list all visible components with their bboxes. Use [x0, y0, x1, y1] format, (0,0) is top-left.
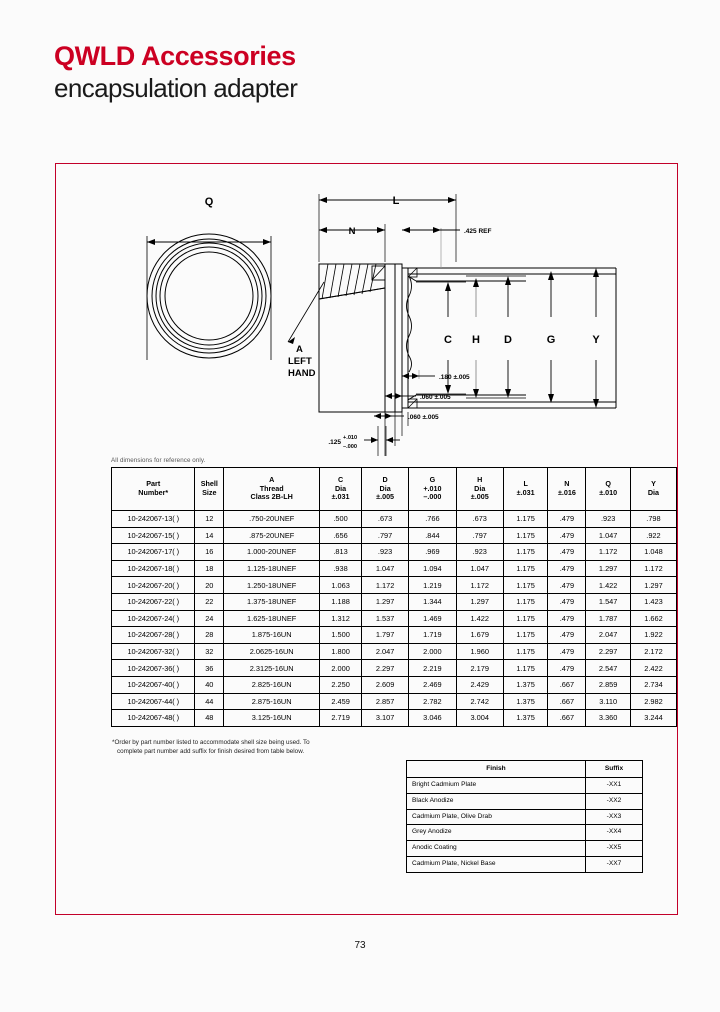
- cell-d-dia: .673: [361, 511, 408, 528]
- table-row: [112, 511, 677, 528]
- cell-g: 1.094: [409, 560, 456, 577]
- cell-c-dia: 1.188: [320, 593, 362, 610]
- table-row: [112, 660, 677, 677]
- cell-h-dia: 1.172: [456, 577, 503, 594]
- finish-row: [407, 825, 643, 841]
- cell-n: .667: [548, 676, 586, 693]
- cell-l: 1.175: [503, 560, 548, 577]
- table-row: [112, 643, 677, 660]
- cell-h-dia: 2.179: [456, 660, 503, 677]
- drawing-svg: [56, 164, 679, 456]
- cell-part-number: 10-242067-20( ): [112, 577, 195, 594]
- cell-d-dia: 2.297: [361, 660, 408, 677]
- cell-g: 1.219: [409, 577, 456, 594]
- cell-n: .479: [548, 660, 586, 677]
- cell-q: 2.859: [586, 676, 631, 693]
- cell-c-dia: 1.500: [320, 627, 362, 644]
- cell-q: 3.110: [586, 693, 631, 710]
- cell-thread: 2.3125-16UN: [224, 660, 320, 677]
- cell-finish-name: Black Anodize: [407, 793, 586, 809]
- cell-c-dia: 2.000: [320, 660, 362, 677]
- cell-shell-size: 22: [195, 593, 224, 610]
- cell-shell-size: 12: [195, 511, 224, 528]
- cell-n: .479: [548, 593, 586, 610]
- callout-180: .180 ±.005: [439, 374, 470, 381]
- cell-finish-name: Anodic Coating: [407, 841, 586, 857]
- cell-n: .479: [548, 560, 586, 577]
- cell-g: 2.782: [409, 693, 456, 710]
- cell-shell-size: 36: [195, 660, 224, 677]
- cell-y-dia: .798: [630, 511, 676, 528]
- callout-125-minus: –.000: [343, 444, 357, 450]
- col-suffix: Suffix: [586, 761, 643, 778]
- cell-h-dia: 1.679: [456, 627, 503, 644]
- dimension-table-body: [112, 511, 677, 727]
- cell-shell-size: 28: [195, 627, 224, 644]
- cell-n: .479: [548, 577, 586, 594]
- cell-shell-size: 48: [195, 710, 224, 727]
- cell-l: 1.175: [503, 544, 548, 561]
- cell-n: .479: [548, 610, 586, 627]
- cell-l: 1.375: [503, 710, 548, 727]
- table-row: [112, 593, 677, 610]
- cell-shell-size: 14: [195, 527, 224, 544]
- cell-h-dia: .923: [456, 544, 503, 561]
- finish-row: [407, 841, 643, 857]
- cell-shell-size: 16: [195, 544, 224, 561]
- cell-d-dia: 1.297: [361, 593, 408, 610]
- col-l: L ±.031: [503, 468, 548, 511]
- cell-l: 1.175: [503, 610, 548, 627]
- cell-part-number: 10-242067-28( ): [112, 627, 195, 644]
- cell-finish-suffix: -XX7: [586, 856, 643, 872]
- col-shell-size: Shell Size: [195, 468, 224, 511]
- page-title: QWLD Accessories: [54, 41, 296, 71]
- callout-125-plus: +.010: [343, 435, 358, 441]
- table-row: [112, 527, 677, 544]
- cell-y-dia: 1.172: [630, 560, 676, 577]
- cell-shell-size: 18: [195, 560, 224, 577]
- table-row: [112, 560, 677, 577]
- cell-h-dia: .797: [456, 527, 503, 544]
- cell-finish-suffix: -XX4: [586, 825, 643, 841]
- cell-shell-size: 40: [195, 676, 224, 693]
- cell-thread: .875-20UNEF: [224, 527, 320, 544]
- cell-g: .766: [409, 511, 456, 528]
- cell-g: 2.219: [409, 660, 456, 677]
- label-left: LEFT: [288, 356, 312, 367]
- cell-l: 1.175: [503, 627, 548, 644]
- callout-060-b: .060 ±.005: [408, 414, 439, 421]
- cell-l: 1.175: [503, 511, 548, 528]
- cell-c-dia: 1.800: [320, 643, 362, 660]
- cell-c-dia: 1.312: [320, 610, 362, 627]
- cell-thread: 1.375-18UNEF: [224, 593, 320, 610]
- col-d-dia: D Dia ±.005: [361, 468, 408, 511]
- cell-q: 1.172: [586, 544, 631, 561]
- cell-finish-name: Grey Anodize: [407, 825, 586, 841]
- cell-h-dia: 1.422: [456, 610, 503, 627]
- col-finish: Finish: [407, 761, 586, 778]
- cell-n: .479: [548, 643, 586, 660]
- cell-shell-size: 20: [195, 577, 224, 594]
- cell-y-dia: 1.048: [630, 544, 676, 561]
- label-d: D: [504, 334, 512, 346]
- cell-part-number: 10-242067-36( ): [112, 660, 195, 677]
- cell-shell-size: 32: [195, 643, 224, 660]
- cell-d-dia: 2.857: [361, 693, 408, 710]
- cell-q: 1.787: [586, 610, 631, 627]
- cell-g: .844: [409, 527, 456, 544]
- section-view-body: [319, 264, 385, 412]
- cell-q: 1.297: [586, 560, 631, 577]
- cell-c-dia: 2.250: [320, 676, 362, 693]
- cell-y-dia: 1.297: [630, 577, 676, 594]
- cell-thread: 2.0625-16UN: [224, 643, 320, 660]
- cell-q: 1.547: [586, 593, 631, 610]
- cell-n: .479: [548, 511, 586, 528]
- dimension-table: [111, 467, 677, 727]
- cell-n: .667: [548, 710, 586, 727]
- cell-d-dia: .797: [361, 527, 408, 544]
- cell-l: 1.175: [503, 660, 548, 677]
- dimension-table-header: [112, 468, 677, 511]
- cell-q: 1.047: [586, 527, 631, 544]
- finish-table-body: [407, 778, 643, 873]
- footnote-line-2: complete part number add suffix for finish desired from table below.: [117, 748, 305, 756]
- cell-thread: 3.125-16UN: [224, 710, 320, 727]
- finish-row: [407, 856, 643, 872]
- cell-l: 1.175: [503, 577, 548, 594]
- cell-d-dia: 1.172: [361, 577, 408, 594]
- cell-h-dia: 1.297: [456, 593, 503, 610]
- cell-g: 1.344: [409, 593, 456, 610]
- cell-finish-suffix: -XX1: [586, 778, 643, 794]
- cell-l: 1.175: [503, 593, 548, 610]
- col-a-thread: A Thread Class 2B-LH: [224, 468, 320, 511]
- cell-thread: .750-20UNEF: [224, 511, 320, 528]
- cell-l: 1.375: [503, 693, 548, 710]
- cell-h-dia: 2.429: [456, 676, 503, 693]
- cell-part-number: 10-242067-18( ): [112, 560, 195, 577]
- cell-thread: 1.875-16UN: [224, 627, 320, 644]
- cell-l: 1.175: [503, 527, 548, 544]
- cell-h-dia: 1.960: [456, 643, 503, 660]
- col-g: G +.010 –.000: [409, 468, 456, 511]
- cell-part-number: 10-242067-15( ): [112, 527, 195, 544]
- table-row: [112, 610, 677, 627]
- page-number: 73: [354, 940, 366, 951]
- cell-g: 1.469: [409, 610, 456, 627]
- cell-finish-name: Bright Cadmium Plate: [407, 778, 586, 794]
- table-row: [112, 627, 677, 644]
- cell-g: 2.000: [409, 643, 456, 660]
- cell-c-dia: .500: [320, 511, 362, 528]
- page-heading: [54, 42, 297, 103]
- page-subtitle: encapsulation adapter: [54, 73, 298, 104]
- cell-c-dia: .938: [320, 560, 362, 577]
- cell-y-dia: 2.982: [630, 693, 676, 710]
- table-footnote: [112, 738, 442, 756]
- label-c: C: [444, 334, 452, 346]
- cell-q: 1.422: [586, 577, 631, 594]
- label-a: A: [296, 344, 303, 355]
- cell-c-dia: .656: [320, 527, 362, 544]
- cell-n: .479: [548, 527, 586, 544]
- flange-outline: [385, 264, 616, 412]
- cell-h-dia: 3.004: [456, 710, 503, 727]
- cell-q: 2.547: [586, 660, 631, 677]
- cell-y-dia: 1.922: [630, 627, 676, 644]
- finish-row: [407, 793, 643, 809]
- cell-d-dia: .923: [361, 544, 408, 561]
- cell-y-dia: 2.422: [630, 660, 676, 677]
- callout-125: .125: [328, 439, 341, 446]
- cell-g: 3.046: [409, 710, 456, 727]
- cell-q: 2.297: [586, 643, 631, 660]
- label-l: L: [392, 195, 400, 207]
- cell-c-dia: 2.719: [320, 710, 362, 727]
- cell-h-dia: .673: [456, 511, 503, 528]
- cell-finish-name: Cadmium Plate, Nickel Base: [407, 856, 586, 872]
- cell-y-dia: 2.734: [630, 676, 676, 693]
- table-row: [112, 710, 677, 727]
- label-hand: HAND: [288, 368, 316, 379]
- cell-c-dia: .813: [320, 544, 362, 561]
- technical-drawing: [56, 164, 679, 454]
- cell-thread: 2.875-16UN: [224, 693, 320, 710]
- finish-row: [407, 778, 643, 794]
- reference-note: All dimensions for reference only.: [111, 457, 206, 464]
- cell-q: 3.360: [586, 710, 631, 727]
- cell-part-number: 10-242067-32( ): [112, 643, 195, 660]
- finish-row: [407, 809, 643, 825]
- label-g: G: [546, 334, 556, 346]
- cell-part-number: 10-242067-24( ): [112, 610, 195, 627]
- cell-y-dia: 2.172: [630, 643, 676, 660]
- cell-finish-suffix: -XX5: [586, 841, 643, 857]
- cell-part-number: 10-242067-44( ): [112, 693, 195, 710]
- cell-part-number: 10-242067-40( ): [112, 676, 195, 693]
- cell-thread: 1.250-18UNEF: [224, 577, 320, 594]
- col-y-dia: Y Dia: [630, 468, 676, 511]
- callout-060-a: .060 ±.005: [420, 394, 451, 401]
- cell-n: .479: [548, 544, 586, 561]
- cell-thread: 2.825-16UN: [224, 676, 320, 693]
- cell-shell-size: 44: [195, 693, 224, 710]
- cell-n: .667: [548, 693, 586, 710]
- cell-g: .969: [409, 544, 456, 561]
- cell-part-number: 10-242067-22( ): [112, 593, 195, 610]
- table-row: [112, 577, 677, 594]
- cell-part-number: 10-242067-17( ): [112, 544, 195, 561]
- cell-y-dia: 3.244: [630, 710, 676, 727]
- label-h: H: [472, 334, 480, 346]
- cell-thread: 1.625-18UNEF: [224, 610, 320, 627]
- cell-l: 1.175: [503, 643, 548, 660]
- cell-c-dia: 2.459: [320, 693, 362, 710]
- cell-l: 1.375: [503, 676, 548, 693]
- cell-shell-size: 24: [195, 610, 224, 627]
- cell-h-dia: 2.742: [456, 693, 503, 710]
- cell-c-dia: 1.063: [320, 577, 362, 594]
- table-row: [112, 676, 677, 693]
- cell-q: 2.047: [586, 627, 631, 644]
- label-q: Q: [204, 196, 214, 208]
- cell-thread: 1.000-20UNEF: [224, 544, 320, 561]
- corner-hatch: [408, 268, 417, 408]
- end-view-circles: [147, 234, 271, 358]
- cell-part-number: 10-242067-48( ): [112, 710, 195, 727]
- cell-h-dia: 1.047: [456, 560, 503, 577]
- col-part-number: Part Number*: [112, 468, 195, 511]
- finish-table-header: [407, 761, 643, 778]
- table-row: [112, 693, 677, 710]
- cell-d-dia: 2.609: [361, 676, 408, 693]
- cell-finish-suffix: -XX3: [586, 809, 643, 825]
- cell-d-dia: 1.047: [361, 560, 408, 577]
- cell-g: 1.719: [409, 627, 456, 644]
- content-frame: [55, 163, 678, 915]
- cell-n: .479: [548, 627, 586, 644]
- col-n: N ±.016: [548, 468, 586, 511]
- cell-g: 2.469: [409, 676, 456, 693]
- label-n: N: [348, 226, 356, 237]
- cell-d-dia: 1.797: [361, 627, 408, 644]
- cell-d-dia: 2.047: [361, 643, 408, 660]
- cell-y-dia: 1.662: [630, 610, 676, 627]
- cell-part-number: 10-242067-13( ): [112, 511, 195, 528]
- cell-y-dia: 1.423: [630, 593, 676, 610]
- callout-425-ref: .425 REF: [464, 228, 492, 235]
- finish-table: [406, 760, 643, 873]
- cell-d-dia: 1.537: [361, 610, 408, 627]
- cell-d-dia: 3.107: [361, 710, 408, 727]
- table-row: [112, 544, 677, 561]
- cell-thread: 1.125-18UNEF: [224, 560, 320, 577]
- col-q: Q ±.010: [586, 468, 631, 511]
- cell-y-dia: .922: [630, 527, 676, 544]
- cell-finish-name: Cadmium Plate, Olive Drab: [407, 809, 586, 825]
- col-c-dia: C Dia ±.031: [320, 468, 362, 511]
- label-y: Y: [592, 334, 600, 346]
- cell-finish-suffix: -XX2: [586, 793, 643, 809]
- cell-q: .923: [586, 511, 631, 528]
- col-h-dia: H Dia ±.005: [456, 468, 503, 511]
- footnote-line-1: *Order by part number listed to accommodate shell size being used. To: [112, 739, 310, 746]
